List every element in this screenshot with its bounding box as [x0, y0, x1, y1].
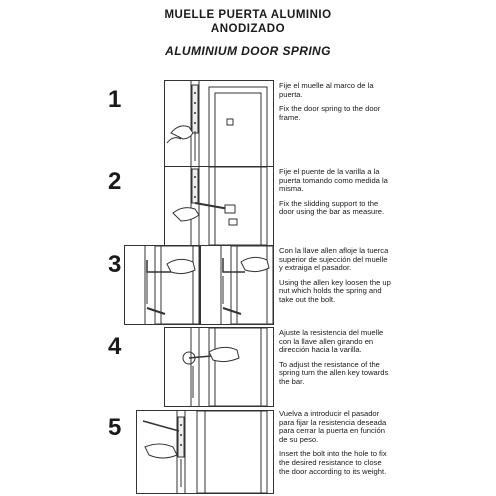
step-2-illustration [164, 166, 274, 246]
title-line-2: ANODIZADO [210, 23, 286, 35]
step-text-en: Insert the bolt into the hole to fix the desired resistance to close the door according to its weight. [279, 449, 387, 476]
step-number: 1 [108, 86, 122, 113]
step-text-en: Fix the door spring to the door frame. [279, 104, 381, 122]
step-text-es: Vuelva a introducir el pasador para fijar la resistencia deseada para cerrar la puerta en función de su peso. [279, 409, 387, 444]
allen-key-loosen-illustration [125, 246, 199, 324]
step-3-illustration-b [200, 245, 274, 325]
step-number: 4 [108, 333, 122, 360]
step-4-text [279, 329, 391, 393]
title-line-1: MUELLE PUERTA ALUMINIO [164, 9, 332, 21]
adjust-resistance-illustration [165, 328, 273, 406]
step-text-es: Con la llave allen afloje la tuerca superior de sujección del muelle y extraiga el pasador. [279, 246, 389, 273]
step-number: 5 [108, 414, 122, 441]
step-4-illustration [164, 327, 274, 407]
step-1-text [279, 82, 391, 128]
step-text-en: To adjust the resistance of the spring turn the allen key towards the bar. [279, 359, 389, 386]
step-3-illustration-a [124, 245, 200, 325]
step-number: 2 [108, 168, 122, 195]
step-number: 3 [108, 251, 122, 278]
step-3 [0, 245, 496, 325]
insert-bolt-illustration [137, 411, 273, 493]
step-text-es: Ajuste la resistencia del muelle con la llave allen girando en dirección hacia la varilla. [279, 328, 384, 355]
step-text-en: Using the allen key loosen the up nut which holds the spring and take out the bolt. [279, 277, 391, 304]
sliding-support-illustration [165, 167, 273, 245]
step-1-illustration [164, 80, 274, 168]
door-frame-spring-illustration [165, 81, 273, 167]
step-4 [0, 327, 496, 407]
step-5-text [279, 410, 391, 482]
step-2-text [279, 168, 391, 223]
step-1 [0, 80, 496, 166]
step-text-es: Fije el puente de la varilla a la puerta tomando como medida la misma. [279, 167, 388, 194]
step-2 [0, 166, 496, 244]
subtitle: ALUMINIUM DOOR SPRING [165, 44, 331, 58]
step-3-text [279, 247, 391, 311]
step-5-illustration [136, 410, 274, 494]
step-text-en: Fix the slidding support to the door using the bar as measure. [279, 198, 385, 217]
step-text-es: Fije el muelle al marco de la puerta. [279, 81, 374, 99]
bolt-removal-illustration [201, 246, 273, 324]
step-5 [0, 410, 496, 494]
